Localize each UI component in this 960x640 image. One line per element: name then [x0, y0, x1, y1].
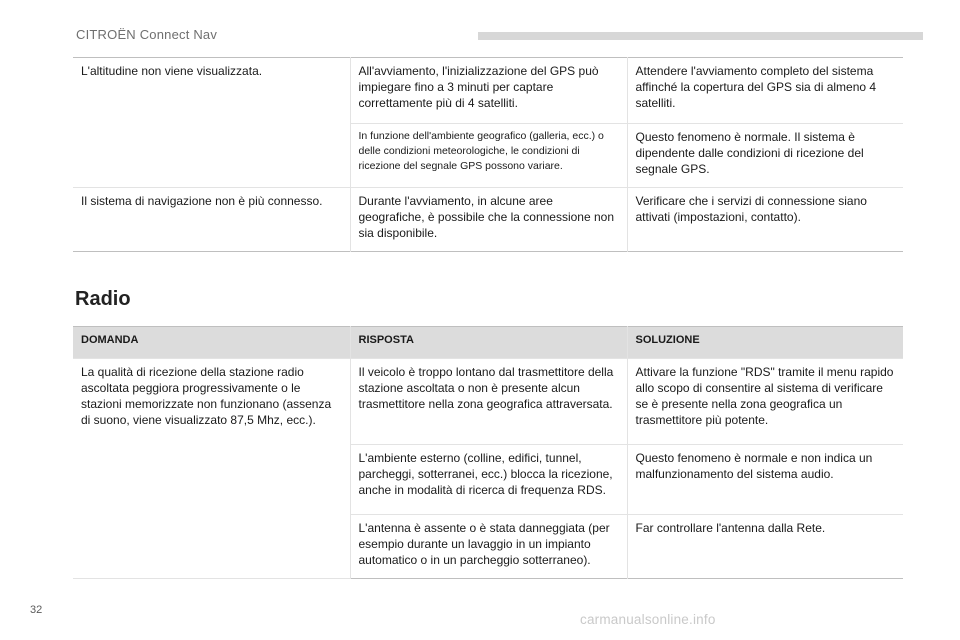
solution-cell: Questo fenomeno è normale. Il sistema è dipendente dalle condizioni di ricezione del segnale GPS.: [627, 124, 903, 188]
header-decorative-bar: [478, 32, 923, 40]
answer-cell: In funzione dell'ambiente geografico (galleria, ecc.) o delle condizioni meteorologiche, le condizioni di ricezione del segnale GPS possono variare.: [350, 124, 627, 188]
answer-cell: All'avviamento, l'inizializzazione del GPS può impiegare fino a 3 minuti per captare correttamente più di 4 satelliti.: [350, 58, 627, 124]
document-header-title: CITROËN Connect Nav: [76, 27, 218, 42]
column-header-answer: RISPOSTA: [350, 327, 627, 359]
answer-cell: L'ambiente esterno (colline, edifici, tunnel, parcheggi, sotterranei, ecc.) blocca la ricezione, anche in modalità di ricerca di frequenza RDS.: [350, 445, 627, 515]
solution-cell: Questo fenomeno è normale e non indica un malfunzionamento del sistema audio.: [627, 445, 903, 515]
question-cell: Il sistema di navigazione non è più connesso.: [81, 194, 323, 208]
table-row: [73, 58, 903, 124]
column-header-solution: SOLUZIONE: [627, 327, 903, 359]
table-row: [73, 188, 903, 252]
section-title-radio: Radio: [75, 288, 131, 310]
watermark-text: carmanualsonline.info: [580, 612, 716, 627]
table-header-row: [73, 327, 903, 359]
answer-cell: L'antenna è assente o è stata danneggiata (per esempio durante un lavaggio in un impianto automatico o in un parcheggio sotterraneo).: [350, 515, 627, 579]
answer-cell: Il veicolo è troppo lontano dal trasmettitore della stazione ascoltata o non è presente alcun trasmettitore nella zona geografica attraversata.: [350, 359, 627, 445]
table-row: [73, 359, 903, 445]
solution-cell: Far controllare l'antenna dalla Rete.: [627, 515, 903, 579]
column-header-question: DOMANDA: [73, 327, 350, 359]
gps-troubleshooting-table: [73, 57, 903, 252]
question-cell: La qualità di ricezione della stazione radio ascoltata peggiora progressivamente o le stazioni memorizzate non funzionano (assenza di suono, viene visualizzato 87,5 Mhz, ecc.).: [73, 359, 350, 579]
answer-cell: Durante l'avviamento, in alcune aree geografiche, è possibile che la connessione non sia disponibile.: [350, 188, 627, 252]
page-number: 32: [30, 604, 43, 616]
solution-cell: Attivare la funzione "RDS" tramite il menu rapido allo scopo di consentire al sistema di verificare se è presente nella zona geografica un trasmettitore più potente.: [627, 359, 903, 445]
solution-cell: Attendere l'avviamento completo del sistema affinché la copertura del GPS sia di almeno 4 satelliti.: [627, 58, 903, 124]
question-cell: L'altitudine non viene visualizzata.: [73, 58, 350, 188]
radio-troubleshooting-table: [73, 326, 903, 579]
solution-cell: Verificare che i servizi di connessione siano attivati (impostazioni, contatto).: [627, 188, 903, 252]
